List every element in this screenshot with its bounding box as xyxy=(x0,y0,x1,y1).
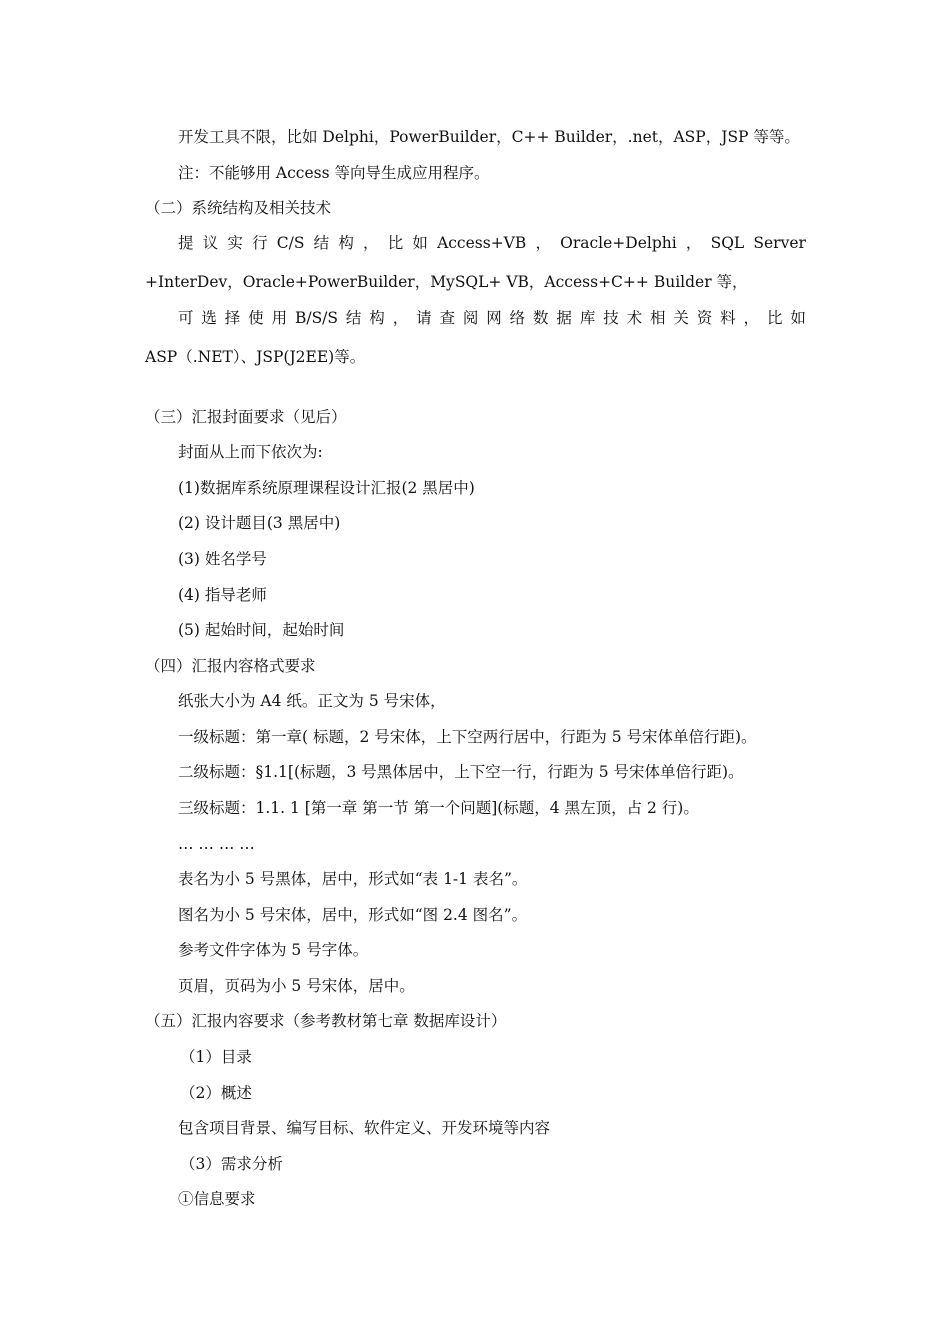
section-heading-3: （三）汇报封面要求（见后） xyxy=(145,408,347,426)
justified-word: Server xyxy=(753,234,806,252)
justified-word: 可 xyxy=(178,309,194,327)
paragraph-dev-tools: 开发工具不限，比如 Delphi，PowerBuilder，C++ Builder，.net，ASP，JSP 等等。 xyxy=(178,128,800,146)
justified-word: 关 xyxy=(673,309,689,327)
justified-word: 行 xyxy=(252,234,268,252)
justified-word: SQL xyxy=(710,234,745,252)
justified-word: 络 xyxy=(509,309,526,327)
justified-word: ， xyxy=(392,309,409,327)
justified-word: 结 xyxy=(345,309,362,327)
justified-word: ， xyxy=(685,234,702,252)
justified-word: 网 xyxy=(486,309,502,327)
content-item-requirements: （3）需求分析 xyxy=(180,1155,283,1173)
justified-word: 用 xyxy=(271,309,288,327)
justified-word: 料 xyxy=(720,309,736,327)
section-heading-2: （二）系统结构及相关技术 xyxy=(145,199,332,217)
justified-word: 比 xyxy=(387,234,404,252)
justified-word: 结 xyxy=(313,234,330,252)
paragraph-cover-intro: 封面从上而下依次为: xyxy=(178,443,323,461)
format-item-paper: 纸张大小为 A4 纸。正文为 5 号宋体， xyxy=(178,692,446,710)
format-item-heading-3: 三级标题：1.1. 1 [第一章 第一节 第一个问题](标题，4 黑左顶，占 2 行)。 xyxy=(178,799,699,817)
justified-word: 库 xyxy=(579,309,596,327)
cover-item-5: (5) 起始时间，起始时间 xyxy=(178,621,345,639)
paragraph-cs-structure xyxy=(178,233,806,253)
paragraph-note: 注：不能够用 Access 等向导生成应用程序。 xyxy=(178,164,490,182)
cover-item-3: (3) 姓名学号 xyxy=(178,550,267,568)
format-item-heading-1: 一级标题：第一章( 标题，2 号宋体，上下空两行居中，行距为 5 号宋体单倍行距)。 xyxy=(178,728,757,746)
justified-word: ， xyxy=(743,309,760,327)
cover-item-4: (4) 指导老师 xyxy=(178,586,267,604)
section-heading-4: （四）汇报内容格式要求 xyxy=(145,657,316,675)
justified-word: 构 xyxy=(369,309,385,327)
format-item-references: 参考文件字体为 5 号字体。 xyxy=(178,941,369,959)
justified-word: 资 xyxy=(696,309,713,327)
justified-word: 查 xyxy=(439,309,455,327)
format-item-ellipsis: … … … … xyxy=(178,835,255,853)
paragraph-bs-structure-cont: ASP（.NET）、JSP(J2EE)等。 xyxy=(145,348,366,366)
format-item-heading-2: 二级标题：§1.1[(标题，3 号黑体居中，上下空一行，行距为 5 号宋体单倍行距)。 xyxy=(178,763,744,781)
justified-word: Access+VB xyxy=(437,234,527,252)
justified-word: 择 xyxy=(224,309,241,327)
paragraph-bs-structure xyxy=(178,308,806,328)
justified-word: ， xyxy=(535,234,551,252)
justified-word: 议 xyxy=(202,234,219,252)
justified-word: 比 xyxy=(766,309,783,327)
justified-word: 数 xyxy=(533,309,549,327)
justified-word: 实 xyxy=(227,234,243,252)
cover-item-1: (1)数据库系统原理课程设计汇报(2 黑居中) xyxy=(178,479,475,497)
justified-word: 提 xyxy=(178,234,194,252)
justified-word: Oracle+Delphi xyxy=(560,234,677,252)
justified-word: 如 xyxy=(412,234,428,252)
justified-word: 使 xyxy=(248,309,264,327)
format-item-figure-name: 图名为小 5 号宋体，居中，形式如“图 2.4 图名”。 xyxy=(178,906,528,924)
paragraph-cs-structure-cont: +InterDev，Oracle+PowerBuilder，MySQL+ VB，Access+C++ Builder 等， xyxy=(145,273,748,291)
justified-word: 如 xyxy=(790,309,806,327)
format-item-header-footer: 页眉，页码为小 5 号宋体，居中。 xyxy=(178,977,415,995)
justified-word: B/S/S xyxy=(294,309,339,327)
content-item-overview: （2）概述 xyxy=(180,1084,252,1102)
cover-item-2: (2) 设计题目(3 黑居中) xyxy=(178,514,341,532)
format-item-table-name: 表名为小 5 号黑体，居中，形式如“表 1-1 表名”。 xyxy=(178,870,528,888)
justified-word: 据 xyxy=(556,309,572,327)
content-item-toc: （1）目录 xyxy=(180,1048,252,1066)
justified-word: 构 xyxy=(338,234,354,252)
justified-word: 选 xyxy=(201,309,217,327)
justified-word: C/S xyxy=(276,234,305,252)
justified-word: 技 xyxy=(603,309,619,327)
content-item-info-requirements: ①信息要求 xyxy=(178,1190,256,1208)
justified-word: 请 xyxy=(416,309,432,327)
justified-word: ， xyxy=(363,234,379,252)
section-heading-5: （五）汇报内容要求（参考教材第七章 数据库设计） xyxy=(145,1012,507,1030)
justified-word: 术 xyxy=(626,309,643,327)
justified-word: 相 xyxy=(649,309,666,327)
content-overview-desc: 包含项目背景、编写目标、软件定义、开发环境等内容 xyxy=(178,1119,551,1137)
justified-word: 阅 xyxy=(462,309,479,327)
